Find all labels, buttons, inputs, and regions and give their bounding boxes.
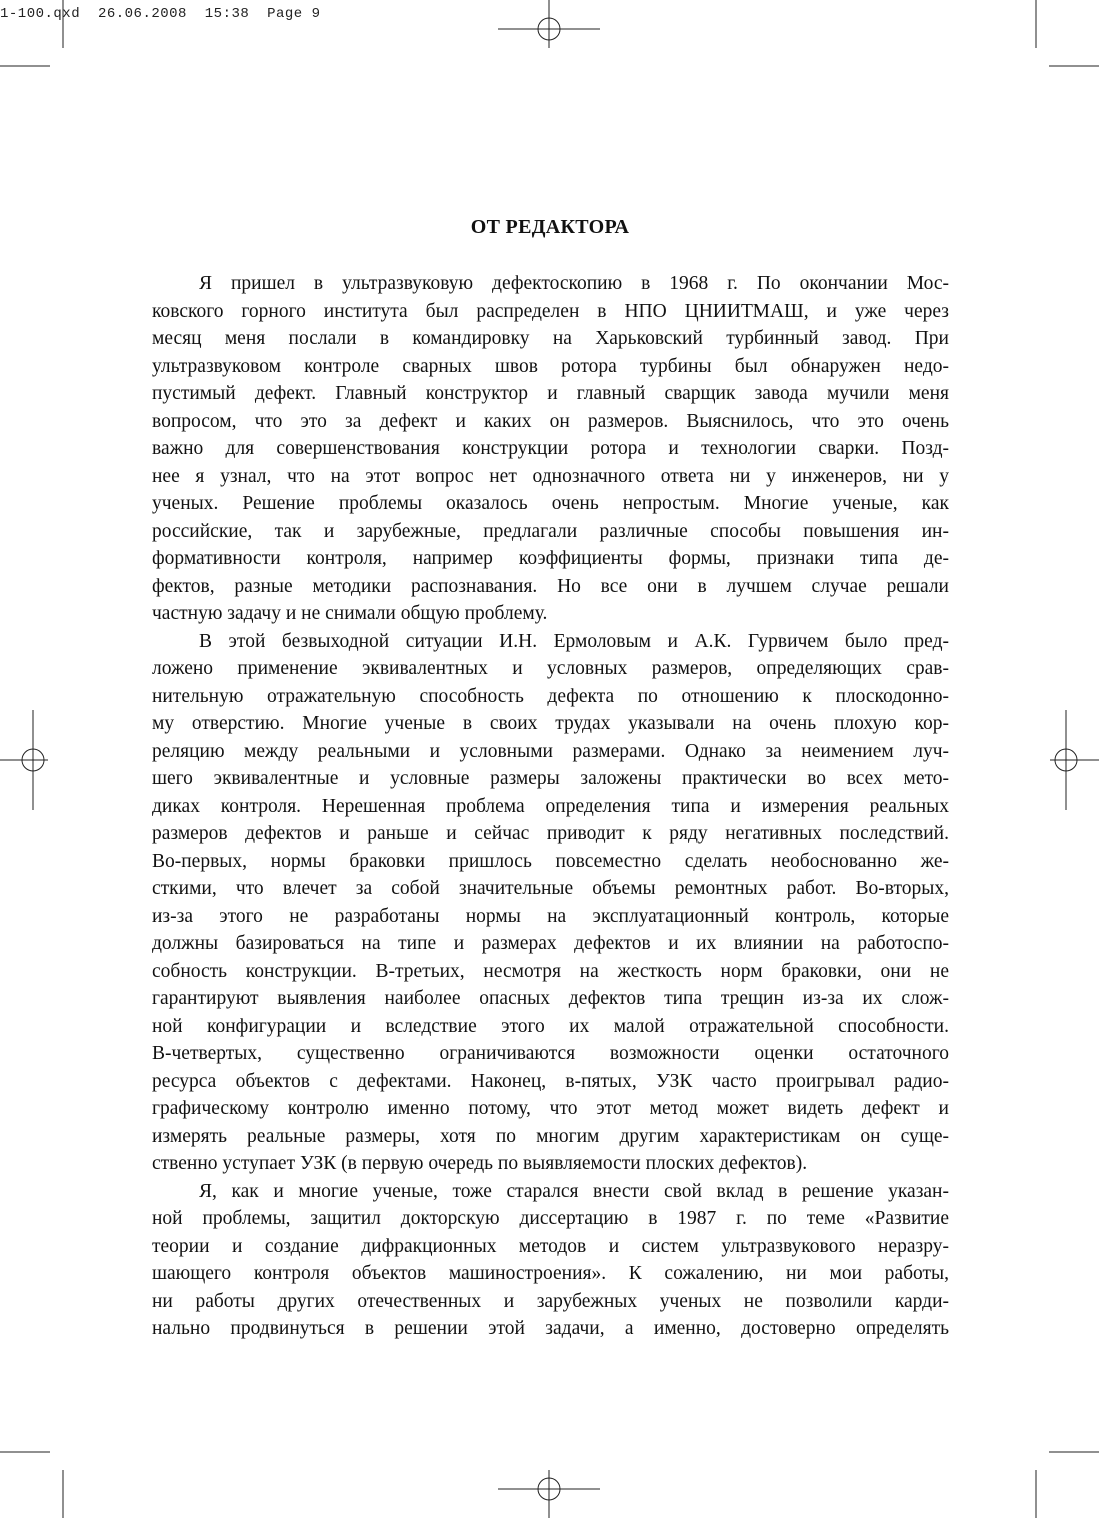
text-line: теории и создание дифракционных методов и систем ультразвукового неразру- xyxy=(152,1235,949,1257)
text-line: месяц меня послали в командировку на Харьковский турбинный завод. При xyxy=(152,328,949,349)
text-line: Во-первых, нормы браковки пришлось повсеместно сделать необоснованно же- xyxy=(152,850,949,872)
text-line: Я, как и многие ученые, тоже старался внести свой вклад в решение указан- xyxy=(199,1180,949,1202)
text-line: собность конструкции. В-третьих, несмотря на жесткость норм браковки, они не xyxy=(152,960,949,982)
text-line: ственно уступает УЗК (в первую очередь по выявляемости плоских дефектов). xyxy=(152,1153,808,1174)
registration-mark-left xyxy=(0,710,48,810)
text-line: ложено применение эквивалентных и условных размеров, определяющих срав- xyxy=(152,658,949,679)
text-line: ни работы других отечественных и зарубежных ученых не позволили карди- xyxy=(152,1290,949,1312)
text-line: российские, так и зарубежные, предлагали различные способы повышения ин- xyxy=(152,520,949,542)
text-line: В этой безвыходной ситуации И.Н. Ермоловым и А.К. Гурвичем было пред- xyxy=(199,630,949,652)
text-line: нительную отражательную способность дефекта по отношению к плоскодонно- xyxy=(152,685,949,707)
text-line: должны базироваться на типе и размерах дефектов и их влиянии на работоспо- xyxy=(152,933,949,954)
text-line: Я пришел в ультразвуковую дефектоскопию в 1968 г. По окончании Мос- xyxy=(199,273,949,294)
text-line: частную задачу и не снимали общую проблему. xyxy=(152,603,548,624)
paragraph xyxy=(152,628,949,1178)
paragraph xyxy=(152,1178,949,1343)
text-line: му отверстию. Многие ученые в своих трудах указывали на очень плохую кор- xyxy=(152,713,949,734)
text-line: шего эквивалентные и условные размеры заложены практически во всех мето- xyxy=(152,768,949,789)
slug-date: 26.06.2008 xyxy=(97,6,187,22)
text-line: пустимый дефект. Главный конструктор и главный сварщик завода мучили меня xyxy=(152,383,949,404)
slug-page: Page 9 xyxy=(267,6,321,22)
body-text xyxy=(152,270,949,1343)
registration-mark-bottom xyxy=(498,1470,600,1518)
text-line: сткими, что влечет за собой значительные объемы ремонтных работ. Во-вторых, xyxy=(152,878,949,899)
text-line: формативности контроля, например коэффициенты формы, признаки типа де- xyxy=(152,548,949,569)
text-line: ресурса объектов с дефектами. Наконец, в-пятых, УЗК часто проигрывал радио- xyxy=(152,1070,949,1092)
page-title: ОТ РЕДАКТОРА xyxy=(470,216,630,238)
text-line: из-за этого не разработаны нормы на эксплуатационный контроль, которые xyxy=(152,905,949,927)
text-line: В-четвертых, существенно ограничиваются возможности оценки остаточного xyxy=(152,1043,949,1064)
text-line: ной конфигурации и вследствие этого их малой отражательной способности. xyxy=(152,1015,949,1037)
registration-mark-right xyxy=(1050,710,1099,810)
text-line: ультразвуковом контроле сварных швов ротора турбины был обнаружен недо- xyxy=(152,355,949,377)
text-line: ной проблемы, защитил докторскую диссертацию в 1987 г. по теме «Развитие xyxy=(152,1208,949,1229)
text-line: ковского горного института был распределен в НПО ЦНИИТМАШ, и уже через xyxy=(152,300,949,322)
text-line: гарантируют выявления наиболее опасных дефектов типа трещин из-за их слож- xyxy=(152,988,949,1009)
slug-time: 15:38 xyxy=(204,6,250,22)
text-line: фектов, разные методики распознавания. Но все они в лучшем случае решали xyxy=(152,575,949,597)
text-line: нее я узнал, что на этот вопрос нет однозначного ответа ни у инженеров, ни у xyxy=(152,465,949,487)
text-line: ученых. Решение проблемы оказалось очень непростым. Многие ученые, как xyxy=(152,493,949,514)
text-line: вопросом, что это за дефект и каких он размеров. Выяснилось, что это очень xyxy=(152,410,949,432)
registration-mark-top xyxy=(498,0,600,48)
text-line: нально продвинуться в решении этой задачи, а именно, достоверно определять xyxy=(152,1318,949,1339)
text-line: важно для совершенствования конструкции ротора и технологии сварки. Позд- xyxy=(152,438,949,459)
text-line: измерять реальные размеры, хотя по многим другим характеристикам он суще- xyxy=(152,1125,949,1147)
text-line: шающего контроля объектов машиностроения». К сожалению, ни мои работы, xyxy=(152,1263,949,1284)
text-line: графическому контролю именно потому, что этот метод может видеть дефект и xyxy=(152,1098,949,1119)
slug-file: 1-100.qxd xyxy=(0,6,81,22)
text-line: реляцию между реальными и условными размерами. Однако за неимением луч- xyxy=(152,740,949,762)
text-line: диках контроля. Нерешенная проблема определения типа и измерения реальных xyxy=(152,795,949,817)
paragraph xyxy=(152,270,949,628)
text-line: размеров дефектов и раньше и сейчас приводит к ряду негативных последствий. xyxy=(152,823,949,844)
